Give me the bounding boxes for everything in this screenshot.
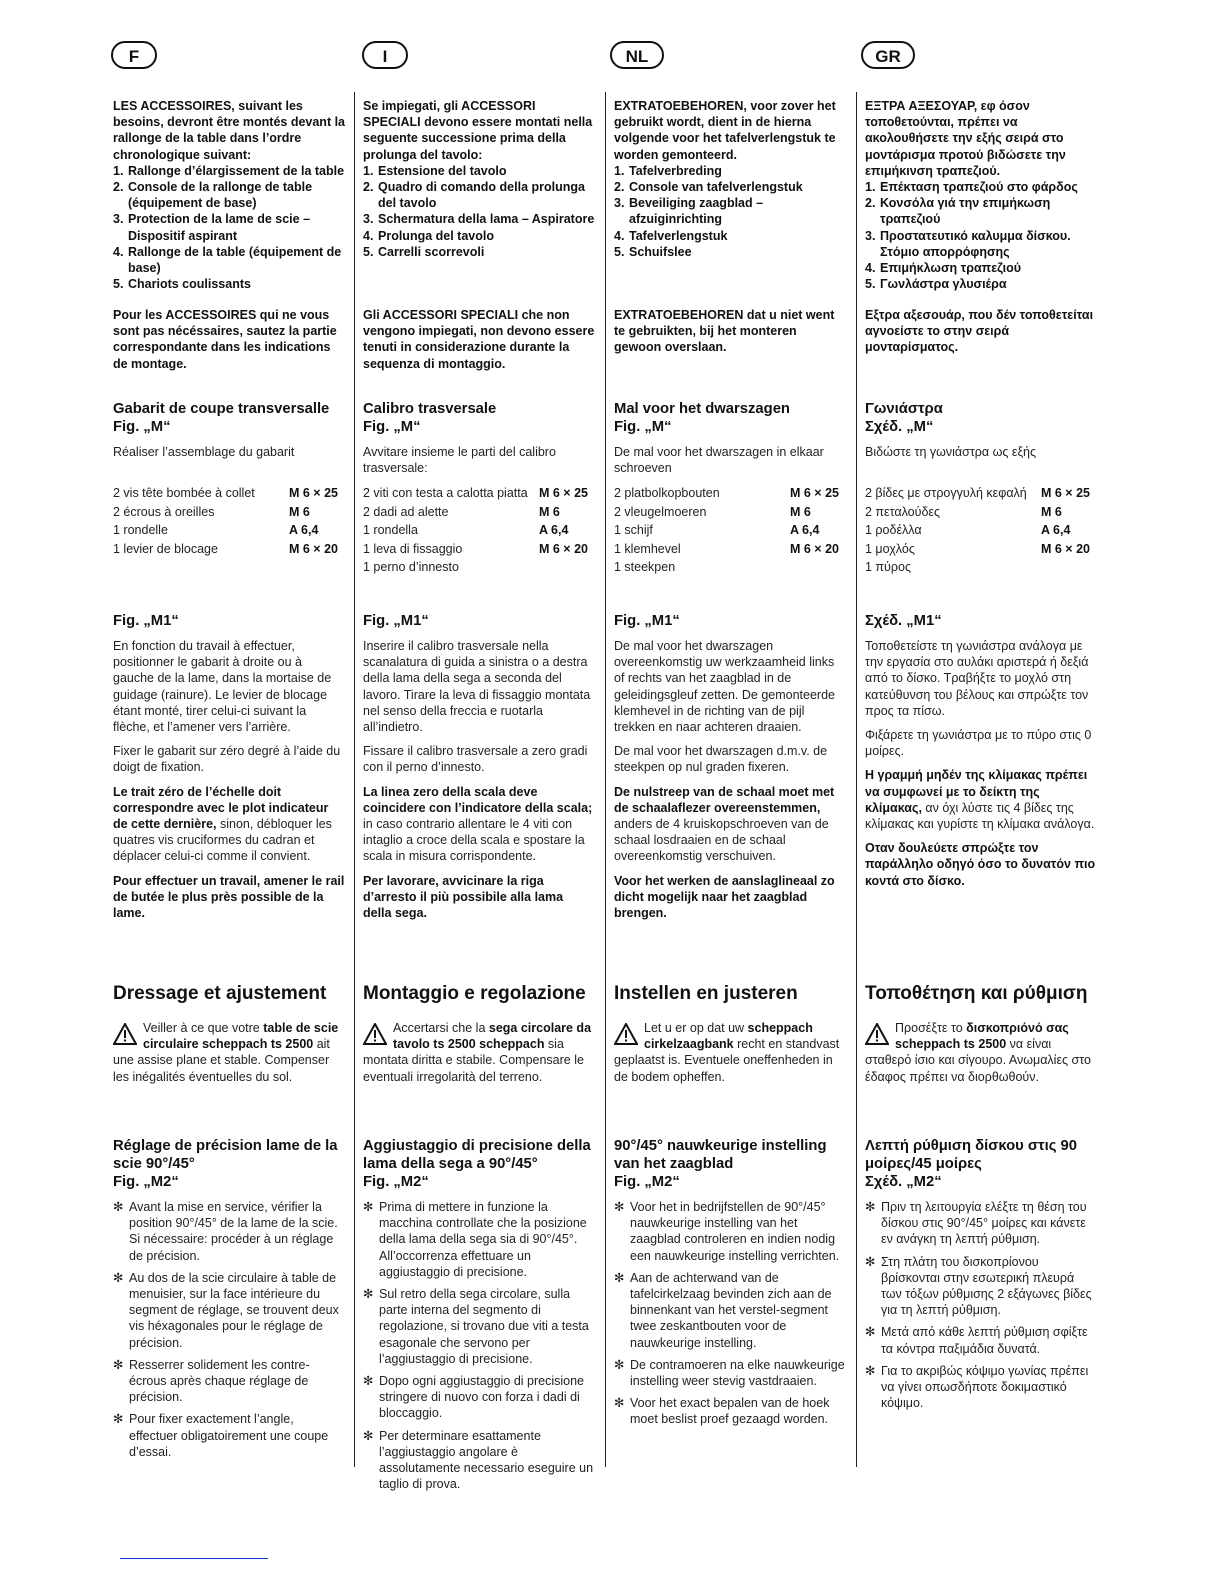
parts-row bbox=[113, 503, 345, 522]
list-item: 1. Estensione del tavolo bbox=[363, 163, 507, 178]
list-item: ✻ Aan de achterwand van de tafelcirkelzaag bevinden zich aan de binnenkant van het verstel-segment twee zeskantbouten voor de nauwkeurige instelling. bbox=[614, 1270, 832, 1350]
list-item: ✻ Πριν τη λειτουργία ελέξτε τη θέση του δίσκου στις 90°/45° μοίρες και κάνετε εν ανάγκη τη λεπτή ρύθμιση. bbox=[865, 1200, 1087, 1247]
part-spec: M 6 bbox=[1041, 504, 1062, 519]
parts-table bbox=[614, 484, 846, 577]
parts-row bbox=[363, 540, 595, 559]
part-spec: M 6 × 25 bbox=[790, 486, 839, 500]
part-name: 1 schijf bbox=[614, 523, 653, 537]
parts-row bbox=[113, 484, 345, 503]
parts-table bbox=[363, 484, 595, 577]
paragraph: Per lavorare, avvicinare la riga d’arresto il più possibile alla lama della sega. bbox=[363, 873, 564, 921]
figure-label: Fig. „M2“ bbox=[614, 1174, 680, 1190]
list-item: 3. Προστατευτικό καλυμμα δίσκου. Στόμιο απορρόφησης bbox=[865, 228, 1071, 259]
paragraph: Οταν δουλεύετε σπρώξτε τον παράλληλο οδηγό όσο το δυνατόν πιο κοντά στο δίσκο. bbox=[865, 841, 1096, 888]
section-heading: Λεπτή ρύθμιση δίσκου στις 90 μοίρες/45 μοίρες bbox=[865, 1138, 1078, 1172]
figure-label: Fig. „M2“ bbox=[113, 1174, 179, 1190]
part-name: 1 rondelle bbox=[113, 523, 168, 537]
warning-triangle-icon bbox=[865, 1023, 889, 1045]
part-name: 2 πεταλούδες bbox=[865, 504, 941, 519]
part-spec: M 6 × 25 bbox=[289, 486, 338, 500]
accessories-intro: Se impiegati, gli ACCESSORI SPECIALI devono essere montati nella seguente successione prima della prolunga del tavolo: 1. Estensione del tavolo 2. Quadro di comando della prolunga del tavolo 3. Schermatura della lama – Aspiratore 4. Prolunga del tavolo 5. Carrelli scorrevoli bbox=[363, 99, 595, 259]
list-item: 3. Protection de la lame de scie – Dispositif aspirant bbox=[113, 212, 311, 243]
section-title: Instellen en justeren bbox=[614, 983, 798, 1004]
list-item: 2. Κονσόλα γιά την επιμήκωση τραπεζιού bbox=[865, 196, 1051, 227]
part-spec: M 6 bbox=[790, 504, 811, 519]
parts-list bbox=[614, 484, 846, 577]
parts-list bbox=[113, 484, 345, 558]
list-item: ✻ De contramoeren na elke nauwkeurige instelling weer stevig vastdraaien. bbox=[614, 1357, 845, 1389]
part-spec bbox=[790, 558, 846, 577]
parts-row bbox=[363, 484, 595, 503]
part-spec: M 6 × 20 bbox=[790, 541, 839, 556]
parts-row bbox=[865, 558, 1097, 577]
instruction-list bbox=[363, 1199, 595, 1492]
parts-row bbox=[865, 503, 1097, 522]
section-m1 bbox=[865, 612, 1097, 889]
list-item: 5. Schuifslee bbox=[614, 244, 692, 259]
warning-note: Accertarsi che la sega circolare da tavolo ts 2500 scheppach sia montata diritta e stabile. Compensare le eventuali irregolarità del terreno. bbox=[363, 1021, 592, 1084]
paragraph: Pour effectuer un travail, amener le rail de butée le plus près possible de la lame. bbox=[113, 873, 345, 921]
accessories-intro: ΕΞΤΡΑ ΑΞΕΣΟΥΑΡ, εφ όσον τοποθετούνται, πρέπει να ακολουθήσετε την εξής σειρά στο μοντάρισμα προτού βιδώσετε την επιμήκινση τραπεζιού. 1. Επέκταση τραπεζιού στο φάρδος 2. Κονσόλα γιά την επιμήκωση τραπεζιού 3. Προστατευτικό καλυμμα δίσκου. Στόμιο απορρόφησης 4. Επιμήκλωση τραπεζιού 5. Γωνλάστρα γλυσιέρα bbox=[865, 98, 1097, 292]
part-name: 2 βίδες με στρογγυλή κεφαλή bbox=[865, 486, 1027, 500]
part-name: 1 levier de blocage bbox=[113, 541, 218, 556]
parts-row bbox=[865, 521, 1097, 540]
part-name: 2 vis tête bombée à collet bbox=[113, 486, 255, 500]
part-name: 1 steekpen bbox=[614, 560, 676, 574]
accessories-note: Εξτρα αξεσουάρ, που δέν τοποθετείται αγνοείστε το στην σειρά μονταρίσματος. bbox=[865, 308, 1094, 355]
section-m2 bbox=[614, 1137, 846, 1434]
accessories-list bbox=[865, 179, 1097, 292]
section-setup bbox=[113, 982, 345, 1085]
figure-label: Fig. „M“ bbox=[363, 419, 421, 435]
list-item: 1. Rallonge d’élargissement de la table bbox=[113, 163, 345, 178]
part-spec: M 6 bbox=[289, 504, 310, 519]
section-m bbox=[614, 400, 846, 476]
part-spec: M 6 × 20 bbox=[1041, 541, 1090, 556]
list-item: 4. Tafelverlengstuk bbox=[614, 228, 728, 243]
language-badge-gr: GR bbox=[861, 41, 915, 69]
section-m bbox=[363, 400, 595, 476]
accessories-list bbox=[614, 163, 846, 260]
list-item: ✻ Sul retro della sega circolare, sulla parte interna del segmento di regolazione, si trovano due viti a testa esagonale che servono per l’aggiustaggio di precisione. bbox=[363, 1287, 589, 1366]
list-item: 2. Quadro di comando della prolunga del tavolo bbox=[363, 180, 585, 211]
part-name: 1 klemhevel bbox=[614, 541, 681, 556]
section-title: Dressage et ajustement bbox=[113, 983, 327, 1004]
list-item: 2. Console de la rallonge de table (équipement de base) bbox=[113, 180, 313, 211]
list-item: 2. Console van tafelverlengstuk bbox=[614, 180, 803, 195]
section-title: Montaggio e regolazione bbox=[363, 983, 586, 1004]
list-item: 4. Επιμήκλωση τραπεζιού bbox=[865, 261, 1021, 276]
parts-row bbox=[614, 503, 846, 522]
figure-label: Σχέδ. „M“ bbox=[865, 419, 934, 435]
paragraph: Inserire il calibro trasversale nella scanalatura di guida a sinistra o a destra della lama della sega a seconda del lavoro. Tirare la leva di fissaggio montata nel senso della freccia e ruotarla all’indietro. bbox=[363, 639, 591, 735]
list-item: ✻ Resserrer solidement les contre-écrous après chaque réglage de précision. bbox=[113, 1357, 310, 1405]
parts-row bbox=[363, 503, 595, 522]
warning-triangle-icon bbox=[113, 1023, 137, 1045]
language-badge-nl: NL bbox=[610, 41, 664, 69]
list-item: 4. Rallonge de la table (équipement de base) bbox=[113, 244, 342, 276]
paragraph: En fonction du travail à effectuer, positionner le gabarit à droite ou à gauche de la lame, dans la mortaise de guidage (rainure). Le levier de blocage étant monté, tirer celui-ci suivant la flèche, et l’amener vers l’arrière. bbox=[113, 639, 332, 735]
part-name: 1 πύρος bbox=[865, 560, 911, 574]
part-name: 2 vleugelmoeren bbox=[614, 504, 707, 519]
parts-row bbox=[363, 558, 595, 577]
section-m2 bbox=[113, 1137, 345, 1466]
section-setup bbox=[363, 982, 595, 1085]
warning-triangle-icon bbox=[614, 1023, 638, 1045]
accessories-list bbox=[363, 163, 595, 260]
warning-note: Προσέξτε το δισκοπριόνό σας scheppach ts 2500 να είναι σταθερό ίσιο και σίγουρο. Ανωμαλίες στο έδαφος πρέπει να διορθωθούν. bbox=[865, 1021, 1091, 1084]
paragraph: Τοποθετείστε τη γωνιάστρα ανάλογα με την εργασία στο αυλάκι αριστερά ή δεξιά από το δίσκο. Τραβήξτε το μοχλό στη κατεύθυνση του βέλους και σπρώξτε τον προς τα πίσω. bbox=[865, 639, 1089, 718]
paragraph: Η γραμμή μηδέν της κλίμακας πρέπει να συμφωνεί με το δείκτη της κλίμακας, αν όχι λύστε τις 4 βίδες της κλίμακας και γυρίστε τη κλίμακα ανάλογα. bbox=[865, 768, 1095, 832]
parts-row bbox=[113, 521, 345, 540]
paragraph: Βιδώστε τη γωνιάστρα ως εξής bbox=[865, 445, 1037, 459]
column-french bbox=[113, 92, 345, 1467]
paragraph: De mal voor het dwarszagen d.m.v. de steekpen op nul graden fixeren. bbox=[614, 744, 828, 775]
paragraph: Avvitare insieme le parti del calibro trasversale: bbox=[363, 445, 556, 476]
parts-list bbox=[865, 484, 1097, 577]
column-italian bbox=[363, 92, 595, 1492]
warning-triangle-icon bbox=[363, 1023, 387, 1045]
part-spec bbox=[1041, 558, 1097, 577]
section-heading: Mal voor het dwarszagen bbox=[614, 401, 790, 417]
section-m2 bbox=[363, 1137, 595, 1498]
list-item: 5. Chariots coulissants bbox=[113, 277, 251, 292]
accessories-note: EXTRATOEBEHOREN dat u niet went te gebruikten, bij het monteren gewoon overslaan. bbox=[614, 308, 835, 355]
column-greek bbox=[865, 92, 1097, 1467]
accessories-intro: LES ACCESSOIRES, suivant les besoins, devront être montés devant la rallonge de la table dans l’ordre chronologique suivant: 1. Rallonge d’élargissement de la table 2. Console de la rallonge de table (équipement de base) 3. Protection de la lame de scie – Dispositif aspirant 4. Rallonge de la table (équipement de base) 5. Chariots coulissants bbox=[113, 99, 346, 292]
list-item: ✻ Prima di mettere in funzione la macchina controllate che la posizione della lama della sega sia di 90°/45°. All’occorrenza effettuare un aggiustaggio di precisione. bbox=[363, 1200, 587, 1279]
section-m bbox=[113, 400, 345, 460]
warning-note: Let u er op dat uw scheppach cirkelzaagbank recht en standvast geplaatst is. Eventuele oneffenheden in de bodem opheffen. bbox=[614, 1021, 840, 1084]
list-item: 3. Beveiliging zaagblad – afzuiginrichting bbox=[614, 196, 764, 227]
part-name: 1 perno d’innesto bbox=[363, 560, 459, 574]
part-spec: M 6 bbox=[539, 504, 560, 519]
list-item: ✻ Για το ακριβώς κόψιμο γωνίας πρέπει να γίνει οπωσδήποτε δοκιμαστικό κόψιμο. bbox=[865, 1363, 1089, 1411]
column-divider bbox=[354, 92, 355, 1467]
parts-row bbox=[614, 484, 846, 503]
accessories-intro: EXTRATOEBEHOREN, voor zover het gebruikt wordt, dient in de hierna volgende voor het tafelverlengstuk te worden gemonteerd. 1. Tafelverbreding 2. Console van tafelverlengstuk 3. Beveiliging zaagblad – afzuiginrichting 4. Tafelverlengstuk 5. Schuifslee bbox=[614, 98, 846, 260]
parts-row bbox=[614, 558, 846, 577]
figure-label: Fig. „M1“ bbox=[614, 613, 680, 629]
footer-rule bbox=[120, 1558, 268, 1559]
paragraph: Réaliser l’assemblage du gabarit bbox=[113, 445, 295, 459]
list-item: ✻ Pour fixer exactement l’angle, effectuer obligatoirement une coupe d’essai. bbox=[113, 1412, 329, 1459]
column-divider bbox=[856, 92, 857, 1467]
accessories-list bbox=[113, 163, 345, 293]
section-title: Τοποθέτηση και ρύθμιση bbox=[865, 983, 1088, 1004]
list-item: ✻ Avant la mise en service, vérifier la position 90°/45° de la lame de la scie. Si nécessaire: procéder à un réglage de précision. bbox=[113, 1200, 338, 1263]
section-setup bbox=[614, 982, 846, 1085]
accessories-note: Pour les ACCESSOIRES qui ne vous sont pas nécéssaires, sautez la partie correspondante dans les indications de montage. bbox=[113, 308, 337, 371]
part-spec bbox=[539, 558, 595, 577]
figure-label: Fig. „M“ bbox=[614, 419, 672, 435]
accessories-note: Gli ACCESSORI SPECIALI che non vengono impiegati, non devono essere tenuti in considerazione durante la sequenza di montaggio. bbox=[363, 308, 595, 371]
list-item: ✻ Voor het exact bepalen van de hoek moet beslist proef gezaagd worden. bbox=[614, 1396, 830, 1427]
list-item: ✻ Voor het in bedrijfstellen de 90°/45° nauwkeurige instelling van het zaagblad controleren en indien nodig een nauwkeurige instelling verrichten. bbox=[614, 1200, 840, 1263]
part-name: 2 dadi ad alette bbox=[363, 504, 449, 519]
instruction-list bbox=[865, 1199, 1097, 1411]
list-item: 4. Prolunga del tavolo bbox=[363, 228, 494, 243]
list-item: ✻ Μετά από κάθε λεπτή ρύθμιση σφίξτε τα κόντρα παξιμάδια δυνατά. bbox=[865, 1325, 1088, 1356]
parts-row bbox=[865, 484, 1097, 503]
part-name: 1 leva di fissaggio bbox=[363, 541, 463, 556]
language-badge-i: I bbox=[362, 41, 408, 69]
part-spec: A 6,4 bbox=[790, 523, 820, 537]
section-m1 bbox=[363, 612, 595, 921]
list-item: 5. Carrelli scorrevoli bbox=[363, 244, 485, 259]
list-item: 1. Tafelverbreding bbox=[614, 163, 722, 178]
part-name: 1 ροδέλλα bbox=[865, 523, 922, 537]
part-spec: A 6,4 bbox=[1041, 523, 1071, 537]
instruction-list bbox=[614, 1199, 846, 1428]
figure-label: Fig. „M2“ bbox=[363, 1174, 429, 1190]
list-item: ✻ Au dos de la scie circulaire à table de menuisier, sur la face intérieure du segment de réglage, se trouvent deux vis héxagonales pour le réglage de précision. bbox=[113, 1270, 339, 1350]
part-name: 2 écrous à oreilles bbox=[113, 504, 215, 519]
part-name: 2 viti con testa a calotta piatta bbox=[363, 486, 528, 500]
list-item: 5. Γωνλάστρα γλυσιέρα bbox=[865, 277, 1007, 292]
parts-list bbox=[363, 484, 595, 577]
instruction-list bbox=[113, 1199, 345, 1460]
column-divider bbox=[605, 92, 606, 1467]
paragraph: La linea zero della scala deve coincidere con l’indicatore della scala; in caso contrario allentare le 4 viti con intaglio a croce della scala e spostare la scala in misura corrispondente. bbox=[363, 784, 593, 864]
part-spec: M 6 × 25 bbox=[539, 486, 588, 500]
figure-label: Fig. „M1“ bbox=[363, 613, 429, 629]
part-name: 2 platbolkopbouten bbox=[614, 486, 720, 500]
parts-row bbox=[614, 521, 846, 540]
parts-table bbox=[113, 484, 345, 558]
list-item: ✻ Dopo ogni aggiustaggio di precisione stringere di nuovo con forza i dadi di bloccaggio. bbox=[363, 1374, 585, 1421]
paragraph: Le trait zéro de l’échelle doit correspondre avec le plot indicateur de cette dernière, sinon, débloquer les quatres vis cruciformes du cadran et déplacer celui-ci comme il convient. bbox=[113, 784, 332, 864]
column-dutch bbox=[614, 92, 846, 1467]
parts-row bbox=[865, 540, 1097, 559]
parts-table bbox=[865, 484, 1097, 577]
paragraph: De mal voor het dwarszagen in elkaar schroeven bbox=[614, 445, 824, 476]
parts-row bbox=[614, 540, 846, 559]
figure-label: Fig. „M1“ bbox=[113, 613, 179, 629]
figure-label: Σχέδ. „M1“ bbox=[865, 613, 942, 629]
list-item: 1. Επέκταση τραπεζιού στο φάρδος bbox=[865, 180, 1078, 195]
paragraph: Fixer le gabarit sur zéro degré à l’aide du doigt de fixation. bbox=[113, 744, 341, 775]
part-name: 1 rondella bbox=[363, 523, 418, 537]
list-item: ✻ Per determinare esattamente l’aggiustaggio angolare è assolutamente necessario eseguire un taglio di prova. bbox=[363, 1428, 594, 1492]
part-spec: A 6,4 bbox=[289, 523, 319, 537]
section-m bbox=[865, 400, 1097, 460]
list-item: 3. Schermatura della lama – Aspiratore bbox=[363, 212, 595, 227]
section-m1 bbox=[614, 612, 846, 921]
paragraph: De nulstreep van de schaal moet met de schaalaflezer overeenstemmen, anders de 4 kruiskopschroeven van de schaal losdraaien en de schaal overeenkomstig verschuiven. bbox=[614, 784, 835, 864]
parts-row bbox=[113, 540, 345, 559]
section-heading: 90°/45° nauwkeurige instelling van het zaagblad bbox=[614, 1138, 827, 1172]
figure-label: Σχέδ. „M2“ bbox=[865, 1174, 942, 1190]
warning-note: Veiller à ce que votre table de scie circulaire scheppach ts 2500 ait une assise plane et stable. Compenser les inégalités éventuelles du sol. bbox=[113, 1021, 339, 1084]
language-badge-f: F bbox=[111, 41, 157, 69]
section-heading: Γωνιάστρα bbox=[865, 401, 943, 417]
section-setup bbox=[865, 982, 1097, 1085]
parts-row bbox=[363, 521, 595, 540]
section-m2 bbox=[865, 1137, 1097, 1417]
paragraph: Fissare il calibro trasversale a zero gradi con il perno d’innesto. bbox=[363, 744, 588, 775]
figure-label: Fig. „M“ bbox=[113, 419, 171, 435]
paragraph: Voor het werken de aanslaglineaal zo dicht mogelijk naar het zaagblad brengen. bbox=[614, 873, 835, 921]
part-spec: M 6 × 25 bbox=[1041, 486, 1090, 500]
part-name: 1 μοχλός bbox=[865, 541, 915, 556]
section-heading: Gabarit de coupe transversalle bbox=[113, 401, 330, 417]
list-item: ✻ Στη πλάτη του δισκοπρίονου βρίσκονται στην εσωτερική πλευρά των τόξων ρύθμισης 2 εξάγωνες βίδες για τη λεπτή ρύθμιση. bbox=[865, 1254, 1092, 1318]
part-spec: M 6 × 20 bbox=[539, 541, 588, 556]
part-spec: A 6,4 bbox=[539, 523, 569, 537]
part-spec: M 6 × 20 bbox=[289, 541, 338, 556]
section-heading: Calibro trasversale bbox=[363, 401, 497, 417]
paragraph: De mal voor het dwarszagen overeenkomstig uw werkzaamheid links of rechts van het zaagblad in de geleidingsgleuf zetten. De gemonteerde klemhevel in de richting van de pijl trekken en naar achteren draaien. bbox=[614, 639, 835, 735]
section-m1 bbox=[113, 612, 345, 921]
paragraph: Φιξάρετε τη γωνιάστρα με το πύρο στις 0 μοίρες. bbox=[865, 728, 1092, 759]
section-heading: Aggiustaggio di precisione della lama della sega a 90°/45° bbox=[363, 1138, 591, 1172]
section-heading: Réglage de précision lame de la scie 90°/45° bbox=[113, 1138, 338, 1172]
